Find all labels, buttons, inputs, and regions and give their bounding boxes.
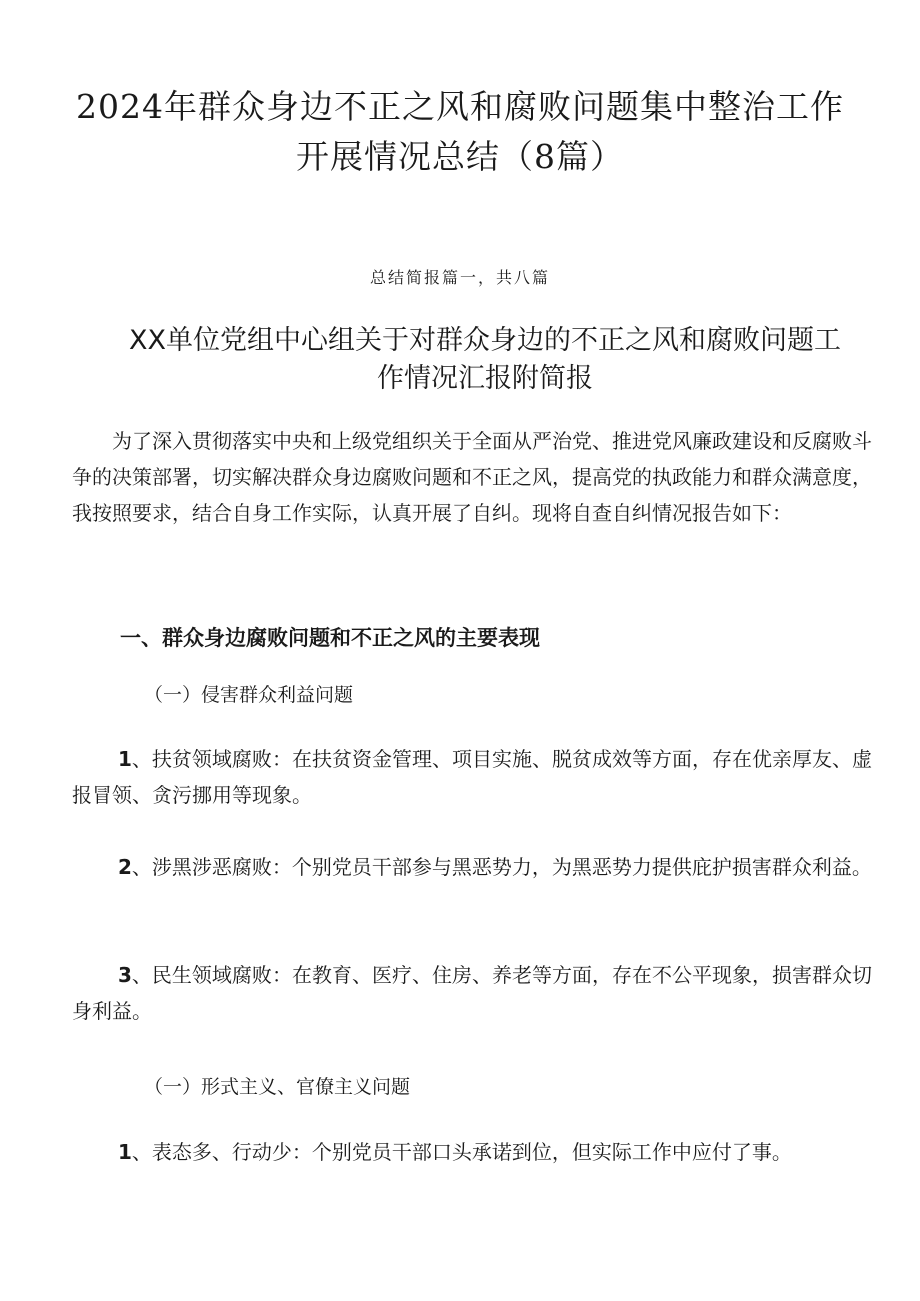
subsection-heading-1: （一）侵害群众利益问题 [144, 684, 354, 706]
report-heading [100, 322, 870, 398]
item-text: 、扶贫领域腐败：在扶贫资金管理、项目实施、脱贫成效等方面，存在优亲厚友、虚报冒领、贪污挪用等现象。 [72, 747, 872, 807]
subtitle: 总结简报篇一，共八篇 [369, 268, 550, 287]
subsection-heading-2: （一）形式主义、官僚主义问题 [144, 1076, 411, 1098]
list-item [72, 849, 872, 885]
item-number: 1 [118, 747, 132, 771]
list-item [72, 741, 872, 813]
document-title [60, 82, 860, 182]
heading-line-1: XX单位党组中心组关于对群众身边的不正之风和腐败问题工 [129, 325, 841, 356]
intro-paragraph: 为了深入贯彻落实中央和上级党组织关于全面从严治党、推进党风廉政建设和反腐败斗争的决策部署，切实解决群众身边腐败问题和不正之风，提高党的执政能力和群众满意度，我按照要求，结合自身工作实际，认真开展了自纠。现将自查自纠情况报告如下： [72, 429, 872, 525]
item-number: 2 [118, 855, 132, 879]
list-item [72, 1134, 872, 1170]
heading-line-2: 作情况汇报附简报 [377, 363, 593, 394]
item-text: 、表态多、行动少：个别党员干部口头承诺到位，但实际工作中应付了事。 [131, 1140, 792, 1164]
item-text: 、涉黑涉恶腐败：个别党员干部参与黑恶势力，为黑恶势力提供庇护损害群众利益。 [131, 855, 872, 879]
list-item [72, 957, 872, 1029]
item-number: 3 [118, 963, 132, 987]
section-heading-1: 一、群众身边腐败问题和不正之风的主要表现 [120, 626, 540, 650]
title-line-1: 2024年群众身边不正之风和腐败问题集中整治工作 [76, 87, 844, 126]
item-number: 1 [118, 1140, 132, 1164]
title-line-2: 开展情况总结（8篇） [296, 137, 624, 176]
item-text: 、民生领域腐败：在教育、医疗、住房、养老等方面，存在不公平现象，损害群众切身利益。 [72, 963, 872, 1023]
